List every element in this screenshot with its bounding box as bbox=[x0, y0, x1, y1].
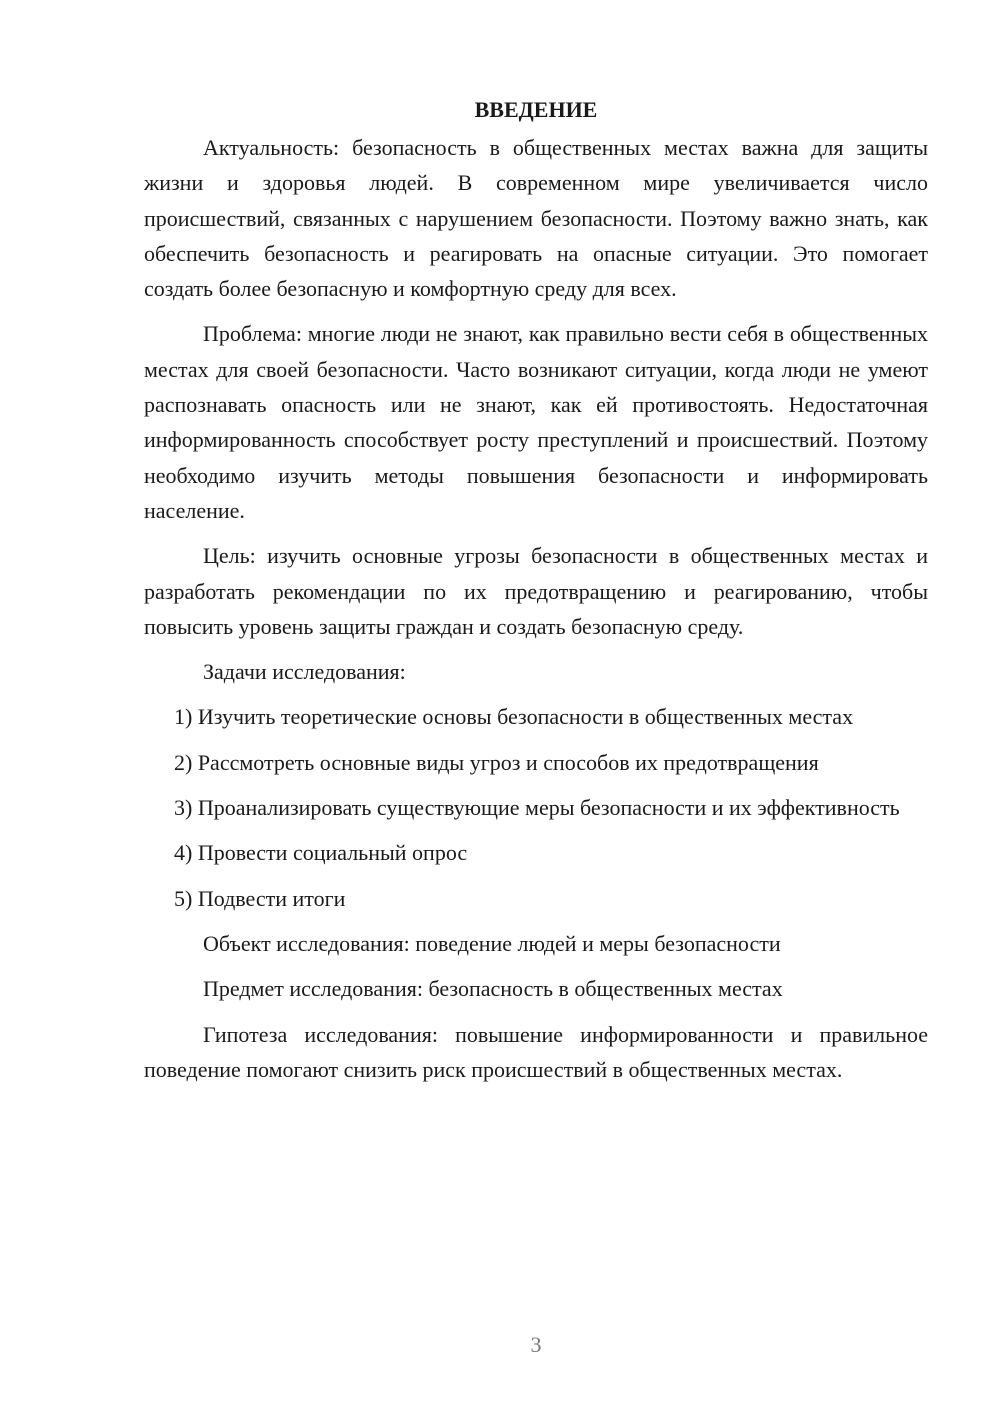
document-page bbox=[144, 92, 928, 1097]
task-item-1: 1) Изучить теоретические основы безопасности в общественных местах bbox=[174, 704, 854, 730]
page-number: 3 bbox=[530, 1332, 542, 1357]
object-paragraph: Объект исследования: поведение людей и меры безопасности bbox=[203, 930, 781, 956]
subject-paragraph: Предмет исследования: безопасность в общественных местах bbox=[203, 976, 783, 1002]
hypothesis-paragraph: Гипотеза исследования: повышение информированности и правильное поведение помогают снизить риск происшествий в общественных местах. bbox=[144, 1021, 928, 1082]
task-item-2: 2) Рассмотреть основные виды угроз и способов их предотвращения bbox=[174, 749, 819, 775]
page-title: ВВЕДЕНИЕ bbox=[474, 97, 598, 122]
tasks-heading: Задачи исследования: bbox=[203, 659, 406, 685]
task-item-4: 4) Провести социальный опрос bbox=[174, 840, 468, 866]
task-item-5: 5) Подвести итоги bbox=[174, 885, 346, 911]
relevance-paragraph: Актуальность: безопасность в общественных местах важна для защиты жизни и здоровья людей. В современном мире увеличивается число происшествий, связанных с нарушением безопасности. Поэтому важно знать, как обеспечить безопасность и реагировать на опасные ситуации. Это помогает создать более безопасную и комфортную среду для всех. bbox=[144, 135, 928, 302]
goal-paragraph: Цель: изучить основные угрозы безопасности в общественных местах и разработать рекомендации по их предотвращению и реагированию, чтобы повысить уровень защиты граждан и создать безопасную среду. bbox=[144, 543, 928, 639]
task-item-3: 3) Проанализировать существующие меры безопасности и их эффективность bbox=[174, 795, 900, 821]
problem-paragraph: Проблема: многие люди не знают, как правильно вести себя в общественных местах для своей безопасности. Часто возникают ситуации, когда люди не умеют распознавать опасность или не знают, как ей противостоять. Недостаточная информированность способствует росту преступлений и происшествий. Поэтому необходимо изучить методы повышения безопасности и информировать население. bbox=[144, 321, 928, 523]
